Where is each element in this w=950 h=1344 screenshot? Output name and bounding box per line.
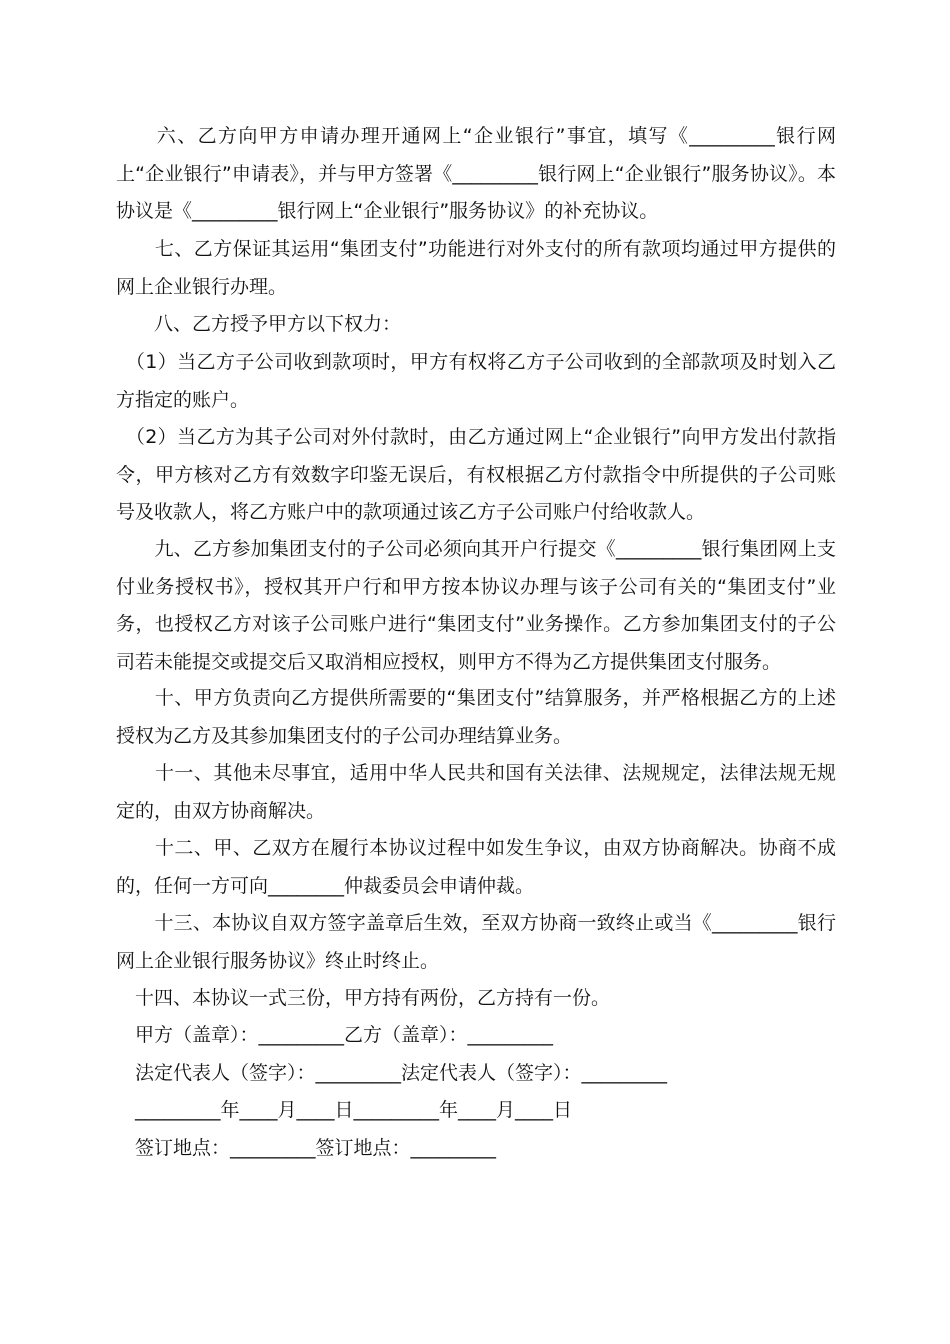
clause-7: 七、乙方保证其运用“集团支付”功能进行对外支付的所有款项均通过甲方提供的网上企业银行办理。	[116, 238, 836, 298]
clause-11: 十一、其他未尽事宜，适用中华人民共和国有关法律、法规规定，法律法规无规定的，由双方协商解决。	[116, 762, 836, 822]
clause-13: 十三、本协议自双方签字盖章后生效，至双方协商一致终止或当《_________银行网上企业银行服务协议》终止时终止。	[116, 912, 836, 972]
clause-8: 八、乙方授予甲方以下权力：	[116, 313, 402, 335]
clause-6: 六、乙方向甲方申请办理开通网上“企业银行”事宜，填写《_________银行网上“企业银行”申请表》，并与甲方签署《_________银行网上“企业银行”服务协议》。本协议是《_________银行网上“企业银行”服务协议》的补充协议。	[116, 125, 836, 222]
legal-representative-line: 法定代表人（签字）：_________法定代表人（签字）：_________	[135, 1062, 668, 1084]
clause-14: 十四、本协议一式三份，甲方持有两份，乙方持有一份。	[135, 987, 611, 1009]
signing-place-line: 签订地点：_________签订地点：_________	[135, 1137, 497, 1159]
clause-9: 九、乙方参加集团支付的子公司必须向其开户行提交《_________银行集团网上支付业务授权书》，授权其开户行和甲方按本协议办理与该子公司有关的“集团支付”业务，也授权乙方对该子公司账户进行“集团支付”业务操作。乙方参加集团支付的子公司若未能提交或提交后又取消相应授权，则甲方不得为乙方提供集团支付服务。	[116, 538, 836, 673]
date-line: _________年____月____日_________年____月____日	[135, 1099, 573, 1121]
clause-8-item-1: （1）当乙方子公司收到款项时，甲方有权将乙方子公司收到的全部款项及时划入乙方指定的账户。	[116, 351, 836, 411]
clause-10: 十、甲方负责向乙方提供所需要的“集团支付”结算服务，并严格根据乙方的上述授权为乙方及其参加集团支付的子公司办理结算业务。	[116, 687, 836, 747]
seal-line: 甲方（盖章）：_________乙方（盖章）：_________	[135, 1024, 554, 1046]
clause-8-item-2: （2）当乙方为其子公司对外付款时，由乙方通过网上“企业银行”向甲方发出付款指令，甲方核对乙方有效数字印鉴无误后，有权根据乙方付款指令中所提供的子公司账号及收款人，将乙方账户中的款项通过该乙方子公司账户付给收款人。	[116, 426, 836, 523]
clause-12: 十二、甲、乙双方在履行本协议过程中如发生争议，由双方协商解决。协商不成的，任何一方可向________仲裁委员会申请仲裁。	[116, 837, 836, 897]
